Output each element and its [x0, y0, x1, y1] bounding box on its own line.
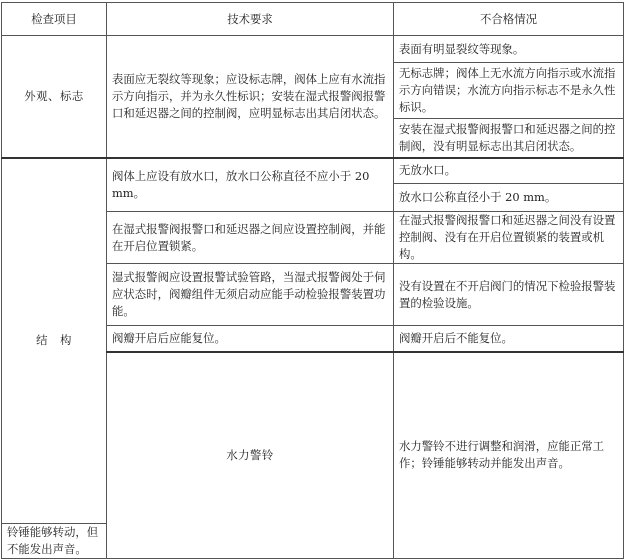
header-nonconformity: 不合格情况 [394, 3, 624, 36]
header-item: 检查项目 [2, 3, 107, 36]
nonconformity-cell: 表面有明显裂纹等现象。 [394, 36, 624, 63]
nonconformity-cell: 没有设置在不开启阀门的情况下检验报警装置的检验设施。 [394, 264, 624, 326]
category-water-gong: 水力警铃 [107, 352, 394, 559]
requirement-cell: 在湿式报警阀报警口和延迟器之间应设置控制阀，并能在开启位置锁紧。 [107, 212, 394, 264]
nonconformity-cell: 在湿式报警阀报警口和延迟器之间没有设置控制阀、没有在开启位置锁紧的装置或机构。 [394, 212, 624, 264]
requirement-cell: 水力警铃不进行调整和润滑，应能正常工作；铃锤能够转动并能发出声音。 [394, 352, 624, 559]
header-row [2, 3, 624, 36]
requirement-cell: 表面应无裂纹等现象；应设标志牌，阀体上应有水流指示方向指示，并为永久性标识；安装在湿式报警阀报警口和延迟器之间的控制阀，应明显标志出其启闭状态。 [107, 36, 394, 158]
requirement-cell: 湿式报警阀应设置报警试验管路，当湿式报警阀处于伺应状态时，阀瓣组件无须启动应能手动检验报警装置功能。 [107, 264, 394, 326]
category-appearance: 外观、标志 [2, 36, 107, 158]
category-structure: 结 构 [2, 158, 107, 524]
table-row [2, 158, 624, 184]
requirement-cell: 阀瓣开启后应能复位。 [107, 326, 394, 352]
nonconformity-cell: 无放水口。 [394, 158, 624, 184]
inspection-table [1, 2, 624, 559]
nonconformity-cell: 铃锤能够转动，但不能发出声音。 [2, 523, 107, 558]
table-row [2, 36, 624, 63]
nonconformity-cell: 阀瓣开启后不能复位。 [394, 326, 624, 352]
nonconformity-cell: 安装在湿式报警阀报警口和延迟器之间的控制阀，没有明显标志出其启闭状态。 [394, 119, 624, 158]
nonconformity-cell: 无标志牌；阀体上无水流方向指示或水流指示方向错误；水流方向指示标志不是永久性标识。 [394, 63, 624, 119]
header-requirement: 技术要求 [107, 3, 394, 36]
requirement-cell: 阀体上应设有放水口，放水口公称直径不应小于 20 mm。 [107, 158, 394, 212]
nonconformity-cell: 放水口公称直径小于 20 mm。 [394, 184, 624, 212]
